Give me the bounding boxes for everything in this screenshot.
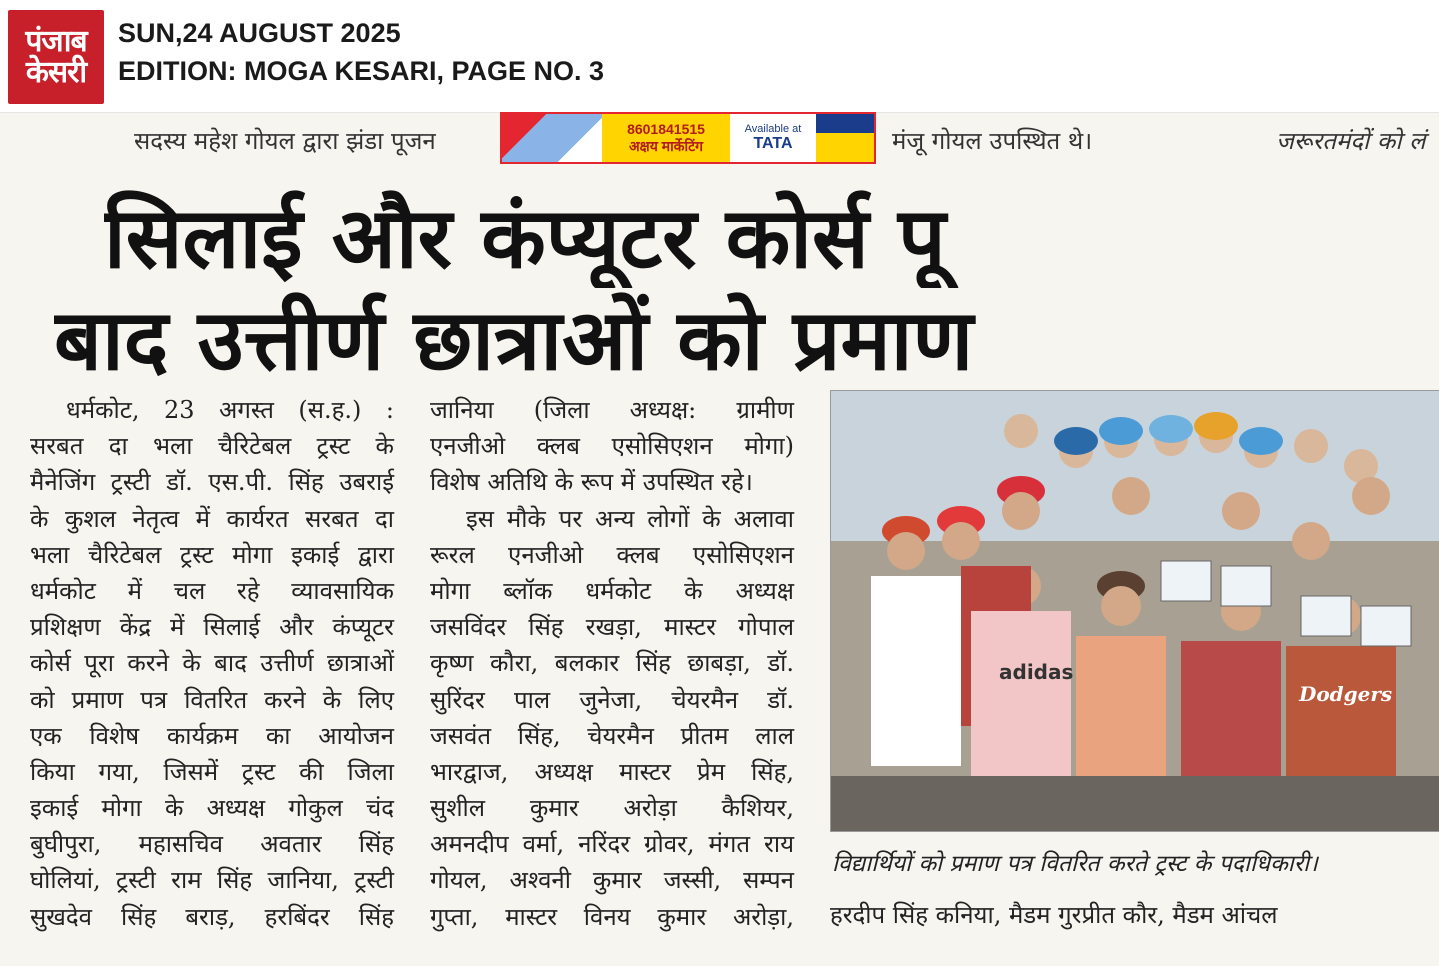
article-line: मोगा ब्लॉक धर्मकोट के अध्यक्ष bbox=[430, 576, 794, 605]
article-line: रूरल एनजीओ क्लब एसोसिएशन bbox=[430, 540, 794, 569]
strip-right-text: जरूरतमंदों को लं bbox=[1276, 127, 1426, 155]
ad-brand: TATA bbox=[753, 135, 793, 152]
newspaper-logo bbox=[8, 10, 104, 104]
article-line: मैनेजिंग ट्रस्टी डॉ. एस.पी. सिंह उबराई bbox=[30, 468, 394, 497]
advertisement bbox=[500, 112, 876, 164]
article-line: किया गया, जिसमें ट्रस्ट की जिला bbox=[30, 757, 394, 786]
article-line: इस मौके पर अन्य लोगों के अलावा bbox=[466, 504, 794, 533]
shirt-print-adidas: adidas bbox=[999, 660, 1074, 684]
article-line: के कुशल नेतृत्व में कार्यरत सरबत दा bbox=[30, 504, 394, 533]
article-column-2 bbox=[430, 392, 794, 935]
article-line: भारद्वाज, अध्यक्ष मास्टर प्रेम सिंह, bbox=[430, 757, 794, 786]
logo-line-2: केसरी bbox=[25, 55, 87, 90]
article-line: घोलियां, ट्रस्टी राम सिंह जानिया, ट्रस्टी bbox=[30, 866, 394, 895]
ad-phone: 8601841515 bbox=[627, 121, 705, 138]
edition-info: EDITION: MOGA KESARI, PAGE NO. 3 bbox=[118, 56, 605, 86]
article-line: गुप्ता, मास्टर विनय कुमार अरोड़ा, bbox=[430, 902, 794, 931]
header-bar bbox=[0, 0, 1439, 113]
article-line: कृष्ण कौरा, बलकार सिंह छाबड़ा, डॉ. bbox=[430, 649, 794, 678]
article-line: सुखदेव सिंह बराड़, हरबिंदर सिंह bbox=[30, 902, 394, 931]
group-photo-illustration bbox=[831, 391, 1439, 831]
ad-available-label: Available at bbox=[744, 123, 802, 135]
article-line: जानिया (जिला अध्यक्ष: ग्रामीण bbox=[430, 396, 794, 424]
edition-meta bbox=[118, 18, 604, 94]
group-photo bbox=[830, 390, 1439, 832]
headline-line-1: सिलाई और कंप्यूटर कोर्स पू bbox=[104, 189, 946, 287]
article-line: अमनदीप वर्मा, नरिंदर ग्रोवर, मंगत राय bbox=[430, 830, 794, 859]
ad-badge-icon bbox=[816, 114, 874, 162]
ad-image bbox=[502, 114, 602, 162]
article-line: सुरिंदर पाल जुनेजा, चेयरमैन डॉ. bbox=[430, 685, 794, 714]
photo-caption: विद्यार्थियों को प्रमाण पत्र वितरित करते ट्रस्ट के पदाधिकारी। bbox=[832, 851, 1318, 877]
publish-date: SUN,24 AUGUST 2025 bbox=[118, 18, 401, 48]
article-line: विशेष अतिथि के रूप में उपस्थित रहे। bbox=[430, 468, 753, 497]
article-line: गोयल, अश्वनी कुमार जस्सी, सम्पन bbox=[430, 866, 794, 895]
article-line: कोर्स पूरा करने के बाद उत्तीर्ण छात्राओं bbox=[30, 649, 394, 678]
article-line: बुघीपुरा, महासचिव अवतार सिंह bbox=[30, 830, 394, 859]
article-column-3-line: हरदीप सिंह कनिया, मैडम गुरप्रीत कौर, मैडम आंचल bbox=[830, 901, 1278, 929]
article-line: प्रशिक्षण केंद्र में सिलाई और कंप्यूटर bbox=[30, 613, 394, 642]
article-line: सरबत दा भला चैरिटेबल ट्रस्ट के bbox=[30, 432, 394, 461]
ad-subtext: अक्षय मार्केटिंग bbox=[628, 138, 704, 154]
ad-phone-block bbox=[602, 114, 730, 162]
article-line: को प्रमाण पत्र वितरित करने के लिए bbox=[30, 685, 394, 714]
article-line: एनजीओ क्लब एसोसिएशन मोगा) bbox=[430, 432, 794, 461]
ad-availability bbox=[730, 114, 816, 162]
article-line: धर्मकोट में चल रहे व्यावसायिक bbox=[30, 576, 394, 605]
strip-left-caption: सदस्य महेश गोयल द्वारा झंडा पूजन bbox=[134, 127, 436, 155]
article-line: एक विशेष कार्यक्रम का आयोजन bbox=[30, 721, 394, 750]
article-line: जसवंत सिंह, चेयरमैन प्रीतम लाल bbox=[430, 721, 794, 750]
strip-middle-text: मंजू गोयल उपस्थित थे। bbox=[892, 127, 1093, 155]
shirt-print-dodgers: Dodgers bbox=[1299, 682, 1393, 706]
headline-line-2: बाद उत्तीर्ण छात्राओं को प्रमाण bbox=[54, 291, 974, 389]
article-line: जसविंदर सिंह रखड़ा, मास्टर गोपाल bbox=[430, 613, 794, 642]
article-line: धर्मकोट, 23 अगस्त (स.ह.) : bbox=[66, 396, 394, 424]
logo-line-1: पंजाब bbox=[25, 23, 87, 59]
article-column-1 bbox=[30, 392, 394, 935]
article-line: भला चैरिटेबल ट्रस्ट मोगा इकाई द्वारा bbox=[30, 540, 394, 569]
article-line: सुशील कुमार अरोड़ा कैशियर, bbox=[430, 794, 794, 823]
article-line: इकाई मोगा के अध्यक्ष गोकुल चंद bbox=[30, 794, 394, 823]
